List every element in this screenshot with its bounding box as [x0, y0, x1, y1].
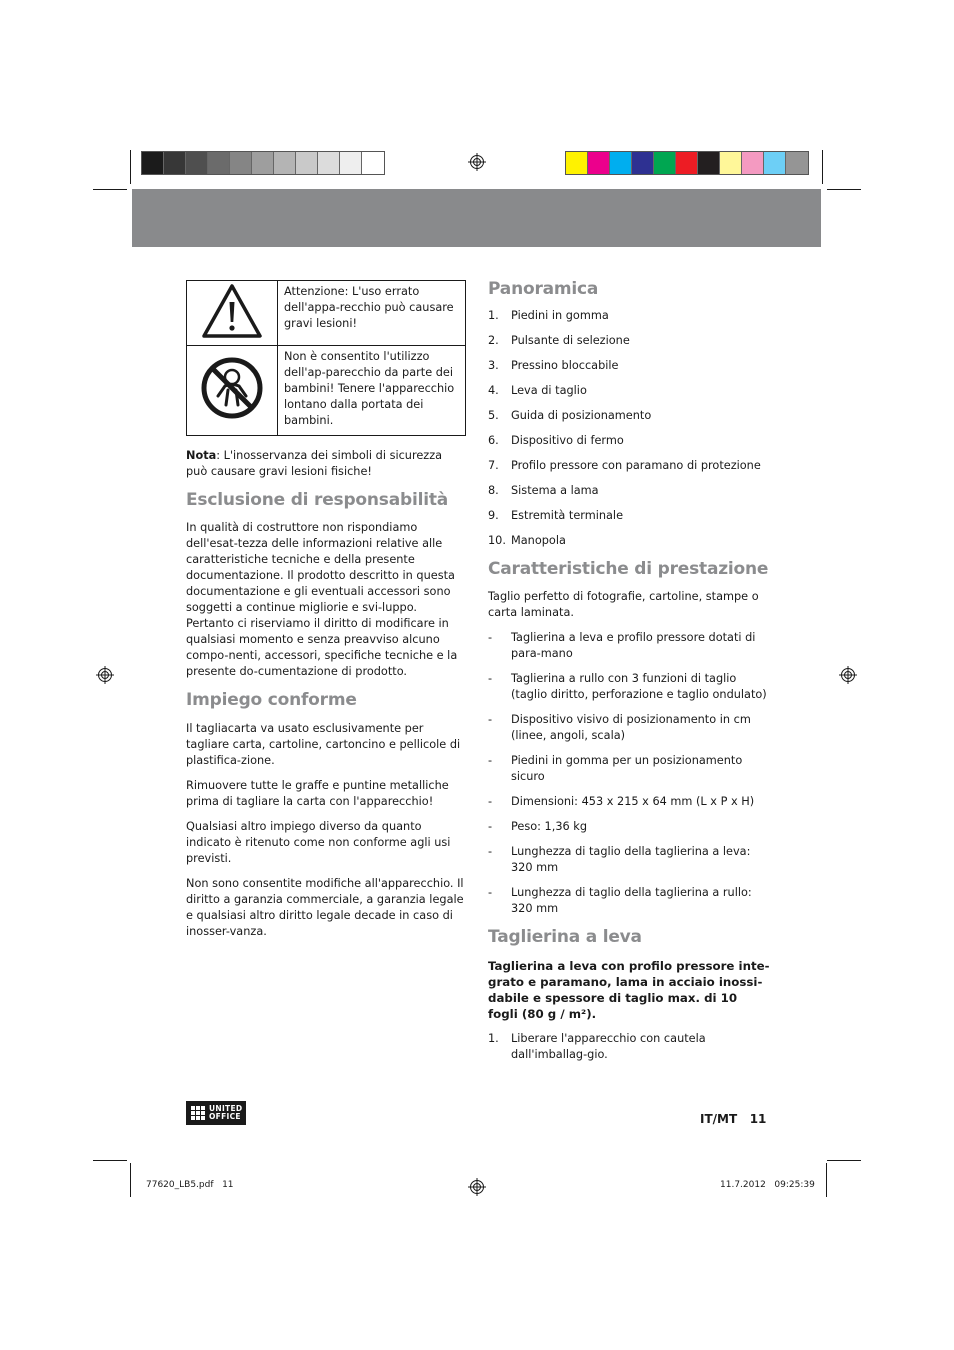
- logo-line-1: UNITED: [209, 1104, 243, 1113]
- list-item: 7. Profilo pressore con paramano di protezione: [488, 459, 761, 472]
- list-item: 1. Piedini in gomma: [488, 309, 609, 322]
- list-item: 4. Leva di taglio: [488, 384, 587, 397]
- children-warning-text: Non è consentito l'utilizzo dell'ap-parecchio da parte dei bambini! Tenere l'apparecchio lontano dalla portata dei bambini.: [278, 346, 466, 436]
- color-swatch: [698, 152, 720, 174]
- list-item: 3. Pressino bloccabile: [488, 359, 619, 372]
- list-item: 6. Dispositivo di fermo: [488, 434, 624, 447]
- list-item: - Taglierina a rullo con 3 funzioni di taglio (taglio diritto, perforazione e taglio ondulato): [488, 672, 767, 701]
- note-text: : L'inosservanza dei simboli di sicurezza può causare gravi lesioni fisiche!: [186, 449, 443, 478]
- list-item: - Taglierina a leva e profilo pressore dotati di para-mano: [488, 631, 756, 660]
- registration-mark-top-icon: [468, 153, 486, 171]
- intended-use-paragraph: Non sono consentite modifiche all'apparecchio. Il diritto a garanzia commerciale, a garanzia legale e qualsiasi altro diritto legale decade in caso di inosser-vanza.: [186, 877, 464, 938]
- gray-swatch: [186, 152, 208, 174]
- united-office-logo: [186, 1101, 246, 1125]
- color-swatch: [786, 152, 808, 174]
- gray-swatch: [252, 152, 274, 174]
- slug-file-info: 77620_LB5.pdf 11: [146, 1180, 234, 1190]
- intended-use-paragraph: Il tagliacarta va usato esclusivamente per tagliare carta, cartoline, cartoncino e pellicole di plastifica-zione.: [186, 722, 461, 767]
- gray-swatch: [142, 152, 164, 174]
- warning-text: Attenzione: L'uso errato dell'appa-recchio può causare gravi lesioni!: [278, 281, 466, 346]
- gray-swatch: [318, 152, 340, 174]
- gray-swatch: [362, 152, 384, 174]
- logo-line-2: OFFICE: [209, 1112, 241, 1121]
- note-label: Nota: [186, 449, 217, 462]
- warning-icon-cell: [187, 281, 278, 346]
- list-item: 8. Sistema a lama: [488, 484, 599, 497]
- color-calibration-bar: [565, 151, 809, 175]
- crop-mark-bottom-left-h: [93, 1160, 127, 1161]
- warning-triangle-icon: [201, 283, 263, 339]
- exclusion-text: In qualità di costruttore non rispondiamo dell'esat-tezza delle informazioni relative alle caratteristiche tecniche e della presente documentazione. Il prodotto descritto in questa documentazione e gli eventuali accessori sono soggetti a continue migliorie e svi-luppo. Pertanto ci riserviamo il diritto di modificare in qualsiasi momento e senza preavviso alcuno compo-nenti, accessori, specifiche tecniche e la presente do-cumentazione di prodotto.: [186, 521, 458, 678]
- crop-mark-bottom-right-v: [826, 1163, 827, 1197]
- gray-swatch: [230, 152, 252, 174]
- crop-mark-top-left-h: [93, 189, 127, 190]
- color-swatch: [742, 152, 764, 174]
- registration-mark-left-icon: [96, 666, 114, 684]
- performance-list: [488, 630, 770, 917]
- lever-cutter-steps: [488, 1031, 770, 1063]
- list-item: 10. Manopola: [488, 534, 566, 547]
- list-item: 1. Liberare l'apparecchio con cautela dall'imballag-gio.: [488, 1032, 706, 1061]
- crop-mark-bottom-left-v: [130, 1163, 131, 1197]
- performance-heading: Caratteristiche di prestazione: [488, 559, 769, 579]
- children-icon-cell: [187, 346, 278, 436]
- crop-mark-bottom-right-h: [827, 1160, 861, 1161]
- gray-swatch: [164, 152, 186, 174]
- intended-use-heading: Impiego conforme: [186, 690, 357, 710]
- crop-mark-top-left-v: [130, 150, 131, 184]
- lever-cutter-intro: Taglierina a leva con profilo pressore inte-grato e paramano, lama in acciaio inossi-dabile e spessore di taglio max. di 10 fogli (80 g / m²).: [488, 959, 770, 1021]
- list-item: - Peso: 1,36 kg: [488, 820, 588, 833]
- list-item: - Dimensioni: 453 x 215 x 64 mm (L x P x H): [488, 795, 755, 808]
- left-column: [186, 280, 466, 940]
- overview-heading: Panoramica: [488, 279, 599, 299]
- crop-mark-top-right-v: [822, 150, 823, 184]
- gray-swatch: [274, 152, 296, 174]
- overview-list: [488, 308, 770, 549]
- list-item: - Dispositivo visivo di posizionamento in cm (linee, angoli, scala): [488, 713, 751, 742]
- gray-swatch: [296, 152, 318, 174]
- color-swatch: [764, 152, 786, 174]
- color-swatch: [720, 152, 742, 174]
- registration-mark-bottom-icon: [468, 1178, 486, 1196]
- safety-row-warning: [187, 281, 466, 346]
- list-item: - Lunghezza di taglio della taglierina a leva: 320 mm: [488, 845, 751, 874]
- gray-calibration-bar: [141, 151, 385, 175]
- slug-timestamp: 11.7.2012 09:25:39: [720, 1180, 815, 1190]
- color-swatch: [610, 152, 632, 174]
- crop-mark-top-right-h: [827, 189, 861, 190]
- intended-use-paragraph: Rimuovere tutte le graffe e puntine metalliche prima di tagliare la carta con l'apparecchio!: [186, 779, 449, 808]
- safety-row-children: [187, 346, 466, 436]
- page-number: IT/MT 11: [700, 1112, 767, 1126]
- color-swatch: [676, 152, 698, 174]
- no-children-icon: [200, 356, 264, 420]
- right-column: [488, 278, 770, 1063]
- safety-symbols-table: [186, 280, 466, 436]
- color-swatch: [588, 152, 610, 174]
- list-item: 2. Pulsante di selezione: [488, 334, 630, 347]
- header-band: [132, 189, 821, 247]
- exclusion-heading: Esclusione di responsabilità: [186, 490, 449, 510]
- lever-cutter-heading: Taglierina a leva: [488, 927, 642, 947]
- color-swatch: [654, 152, 676, 174]
- performance-intro: Taglio perfetto di fotografie, cartoline, stampe o carta laminata.: [488, 590, 759, 619]
- color-swatch: [632, 152, 654, 174]
- list-item: 9. Estremità terminale: [488, 509, 624, 522]
- list-item: - Piedini in gomma per un posizionamento sicuro: [488, 754, 743, 783]
- list-item: - Lunghezza di taglio della taglierina a rullo: 320 mm: [488, 886, 752, 915]
- gray-swatch: [340, 152, 362, 174]
- logo-grid-icon: [191, 1106, 205, 1120]
- registration-mark-right-icon: [839, 666, 857, 684]
- safety-note: [186, 448, 466, 480]
- color-swatch: [566, 152, 588, 174]
- list-item: 5. Guida di posizionamento: [488, 409, 652, 422]
- intended-use-paragraph: Qualsiasi altro impiego diverso da quanto indicato è ritenuto come non conforme agli usi previsti.: [186, 820, 451, 865]
- gray-swatch: [208, 152, 230, 174]
